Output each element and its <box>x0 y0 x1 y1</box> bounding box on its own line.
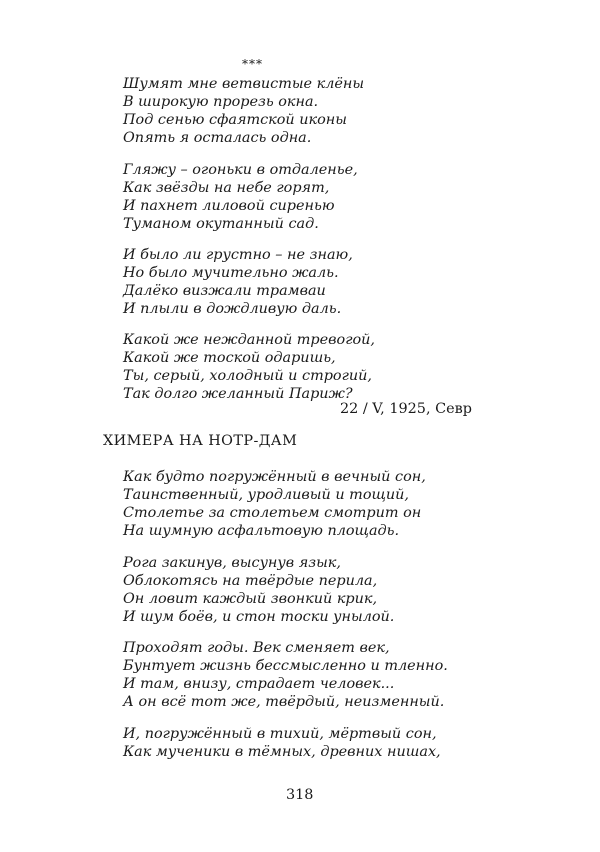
verse-line: Какой же тоской одаришь, <box>123 350 336 366</box>
verse-line: И, погружённый в тихий, мёртвый сон, <box>123 726 437 742</box>
verse-line: Туманом окутанный сад. <box>123 216 319 232</box>
verse-line: И было ли грустно – не знаю, <box>123 247 353 263</box>
verse-line: Таинственный, уродливый и тощий, <box>123 487 409 503</box>
verse-line: Рога закинув, высунув язык, <box>123 555 341 571</box>
verse-line: Гляжу – огоньки в отдаленье, <box>123 162 358 178</box>
verse-line: Опять я осталась одна. <box>123 130 312 146</box>
verse-line: В широкую прорезь окна. <box>123 94 319 110</box>
verse-line: Облокотясь на твёрдые перила, <box>123 573 378 589</box>
poem2-stanza-3 <box>123 639 448 711</box>
verse-line: Но было мучительно жаль. <box>123 265 339 281</box>
verse-line: Проходят годы. Век сменяет век, <box>123 640 390 656</box>
poem1-stanza-3 <box>123 246 353 318</box>
section-marker: *** <box>242 57 263 71</box>
verse-line: И шум боёв, и стон тоски унылой. <box>123 609 395 625</box>
verse-line: На шумную асфальтовую площадь. <box>123 523 400 539</box>
verse-line: А он всё тот же, твёрдый, неизменный. <box>123 694 445 710</box>
verse-line: Какой же нежданной тревогой, <box>123 332 375 348</box>
page-number: 318 <box>286 787 314 803</box>
poem2-stanza-1 <box>123 468 426 540</box>
verse-line: Как мученики в тёмных, древних нишах, <box>123 744 441 760</box>
poem2-stanza-2 <box>123 554 394 626</box>
verse-line: Далёко визжали трамваи <box>123 283 326 299</box>
verse-line: И пахнет лиловой сиренью <box>123 198 335 214</box>
verse-line: Столетье за столетьем смотрит он <box>123 505 422 521</box>
verse-line: Шумят мне ветвистые клёны <box>123 76 365 92</box>
verse-line: И плыли в дождливую даль. <box>123 301 342 317</box>
verse-line: Под сенью сфаятской иконы <box>123 112 348 128</box>
poem1-stanza-1 <box>123 75 364 147</box>
verse-line: Так долго желанный Париж? <box>123 386 353 402</box>
poem-title: ХИМЕРА НА НОТР-ДАМ <box>103 433 298 449</box>
verse-line: Бунтует жизнь бессмысленно и тленно. <box>123 658 448 674</box>
verse-line: И там, внизу, страдает человек... <box>123 676 395 692</box>
verse-line: Как будто погружённый в вечный сон, <box>123 469 426 485</box>
verse-line: Ты, серый, холодный и строгий, <box>123 368 372 384</box>
verse-line: Он ловит каждый звонкий крик, <box>123 591 378 607</box>
poem-dateline: 22 / V, 1925, Севр <box>340 401 472 417</box>
verse-line: Как звёзды на небе горят, <box>123 180 330 196</box>
poem2-stanza-4 <box>123 725 441 761</box>
poem1-stanza-4 <box>123 331 375 403</box>
poem1-stanza-2 <box>123 161 358 233</box>
